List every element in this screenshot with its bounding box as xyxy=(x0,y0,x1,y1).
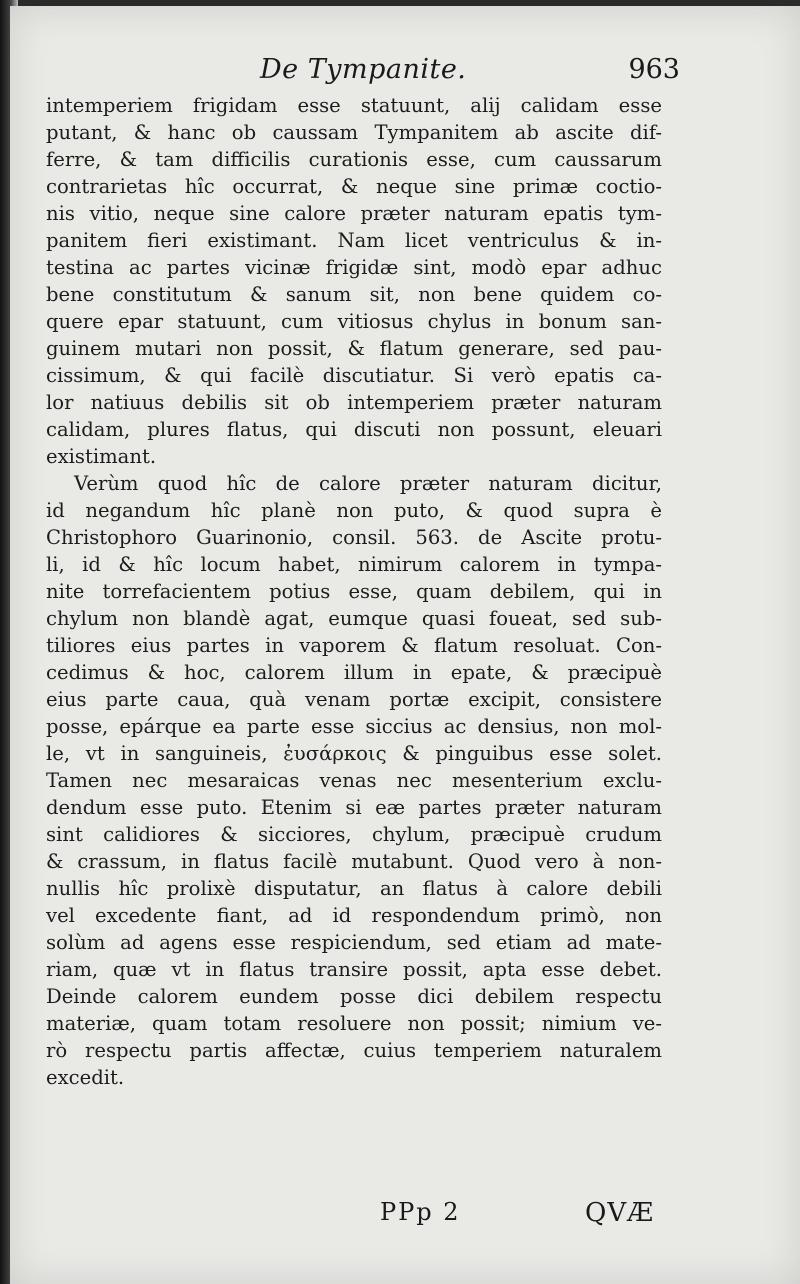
text-line: calidam, plures flatus, qui discuti non possunt, eleuari xyxy=(46,418,662,441)
text-line: le, vt in sanguineis, ἐυσάρκοις & pinguibus esse solet. xyxy=(46,742,662,765)
text-line: tiliores eius partes in vaporem & flatum resoluat. Con- xyxy=(46,634,662,657)
page-footer xyxy=(10,1198,800,1238)
text-line: vel excedente fiant, ad id respondendum primò, non xyxy=(46,904,662,927)
text-line: solùm ad agens esse respiciendum, sed etiam ad mate- xyxy=(46,931,662,954)
text-line: ferre, & tam difficilis curationis esse, cum caussarum xyxy=(46,148,662,171)
signature-mark: PPp 2 xyxy=(380,1198,461,1226)
text-line: panitem fieri existimant. Nam licet ventriculus & in- xyxy=(46,229,662,252)
text-line: nite torrefacientem potius esse, quam debilem, qui in xyxy=(46,580,662,603)
text-line: eius parte caua, quà venam portæ excipit, consistere xyxy=(46,688,662,711)
text-line: putant, & hanc ob caussam Tympanitem ab ascite dif- xyxy=(46,121,662,144)
text-line: materiæ, quam totam resoluere non possit; nimium ve- xyxy=(46,1012,662,1035)
text-line: Verùm quod hîc de calore præter naturam dicitur, xyxy=(74,472,662,495)
text-line: guinem mutari non possit, & flatum generare, sed pau- xyxy=(46,337,662,360)
text-line: dendum esse puto. Etenim si eæ partes præter naturam xyxy=(46,796,662,819)
text-line: riam, quæ vt in flatus transire possit, apta esse debet. xyxy=(46,958,662,981)
text-line: sint calidiores & sicciores, chylum, præcipuè crudum xyxy=(46,823,662,846)
body-text xyxy=(46,92,662,1091)
book-page xyxy=(10,6,800,1284)
text-line: nis vitio, neque sine calore præter naturam epatis tym- xyxy=(46,202,662,225)
text-line: quere epar statuunt, cum vitiosus chylus in bonum san- xyxy=(46,310,662,333)
page-header xyxy=(260,54,680,94)
text-line: Deinde calorem eundem posse dici debilem respectu xyxy=(46,985,662,1008)
text-line: li, id & hîc locum habet, nimirum calorem in tympa- xyxy=(46,553,662,576)
text-line: contrarietas hîc occurrat, & neque sine primæ coctio- xyxy=(46,175,662,198)
catchword: QVÆ xyxy=(585,1198,655,1228)
text-line: chylum non blandè agat, eumque quasi foueat, sed sub- xyxy=(46,607,662,630)
text-line: id negandum hîc planè non puto, & quod supra è xyxy=(46,499,662,522)
text-line: intemperiem frigidam esse statuunt, alij calidam esse xyxy=(46,94,662,117)
text-line: Christophoro Guarinonio, consil. 563. de Ascite protu- xyxy=(46,526,662,549)
text-line: excedit. xyxy=(46,1066,125,1089)
text-line: & crassum, in flatus facilè mutabunt. Quod vero à non- xyxy=(46,850,662,873)
text-line: cissimum, & qui facilè discutiatur. Si verò epatis ca- xyxy=(46,364,662,387)
text-line: rò respectu partis affectæ, cuius temperiem naturalem xyxy=(46,1039,662,1062)
text-line: posse, epárque ea parte esse siccius ac densius, non mol- xyxy=(46,715,662,738)
text-line: testina ac partes vicinæ frigidæ sint, modò epar adhuc xyxy=(46,256,662,279)
running-title: De Tympanite. xyxy=(260,54,467,85)
text-line: bene constitutum & sanum sit, non bene quidem co- xyxy=(46,283,662,306)
page-number: 963 xyxy=(628,54,680,85)
text-line: lor natiuus debilis sit ob intemperiem præter naturam xyxy=(46,391,662,414)
text-line: nullis hîc prolixè disputatur, an flatus à calore debili xyxy=(46,877,662,900)
text-line: existimant. xyxy=(46,445,157,468)
text-line: Tamen nec mesaraicas venas nec mesenterium exclu- xyxy=(46,769,662,792)
text-line: cedimus & hoc, calorem illum in epate, & præcipuè xyxy=(46,661,662,684)
